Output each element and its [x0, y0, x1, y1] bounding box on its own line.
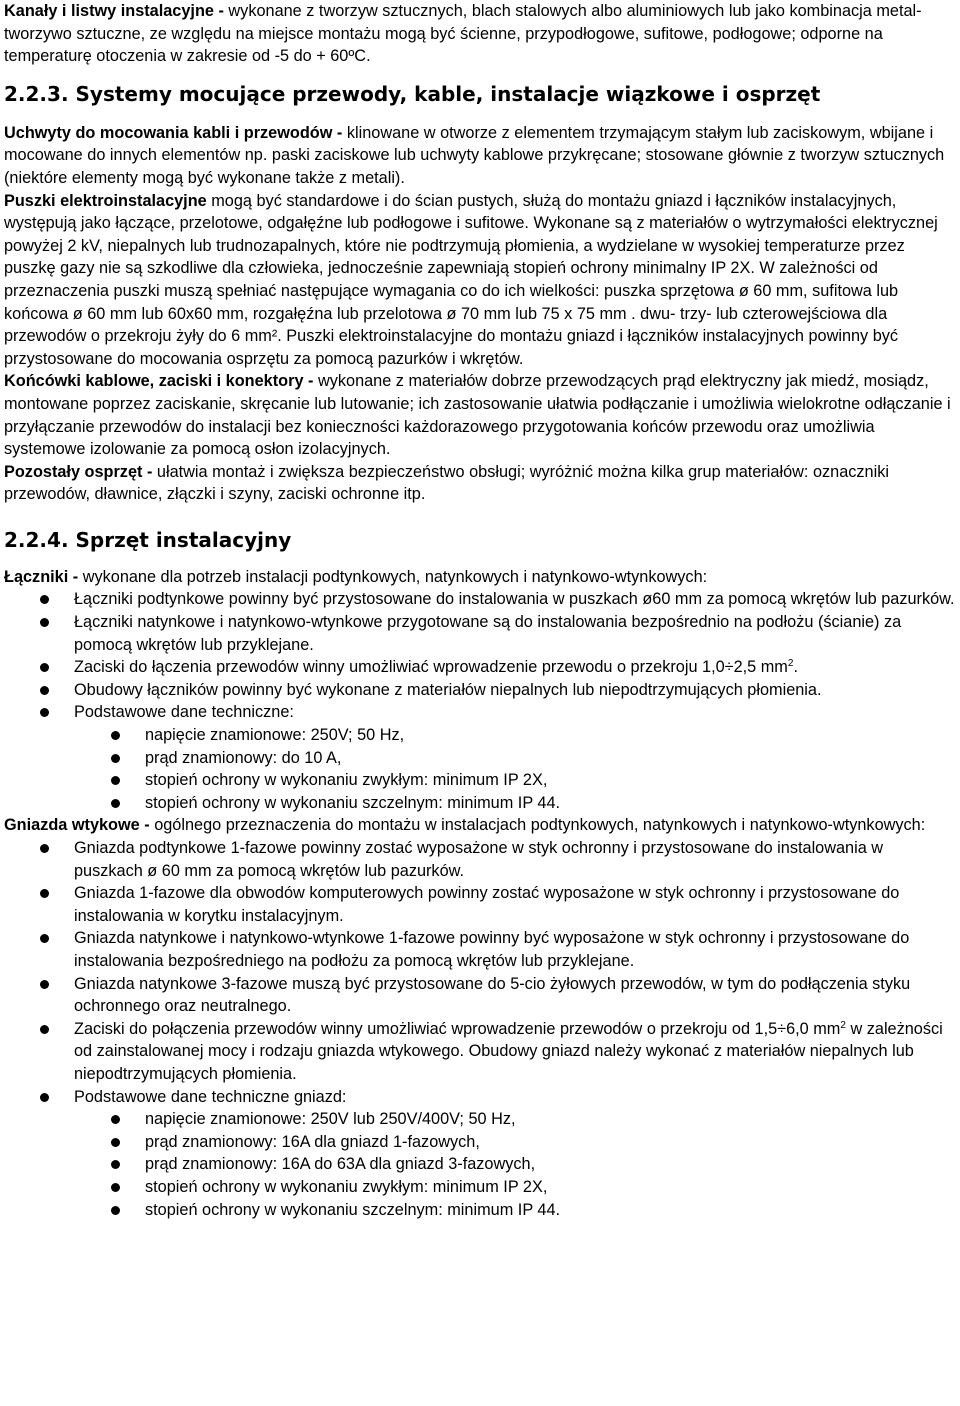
sub-list-item — [4, 792, 956, 815]
bullet-icon — [111, 1115, 120, 1124]
sub-list-item-text: prąd znamionowy: do 10 A, — [145, 748, 342, 767]
list-item-text: Gniazda podtynkowe 1-fazowe powinny zostać wyposażone w styk ochronny i przystosowane do instalowania w puszkach ø 60 mm za pomocą wkrętów lub pazurków. — [74, 839, 884, 880]
paragraph-text: mogą być standardowe i do ścian pustych, służą do montażu gniazd i łączników instalacyjnych, występują jako łączące, przelotowe, odgałęźne lub podłogowe i sufitowe. Wykonane są z materiałów o wytrzymałości elektrycznej powyżej 2 kV, niepalnych lub trudnozapalnych, które nie podtrzymują płomienia, a wydzielane w wysokiej temperaturze przez puszkę gazy nie są szkodliwe dla człowieka, jednocześnie zapewniają stopień ochrony minimalny IP 2X. W zależności od przeznaczenia puszki muszą spełniać następujące wymagania co do ich wielkości: puszka sprzętowa ø 60 mm, sufitowa lub końcowa ø 60 mm lub 60x60 mm, rozgałęźna lub przelotowa ø 70 mm lub 75 x 75 mm . dwu- trzy- lub czterowejściowa dla przewodów o przekroju żyły do 6 mm². Puszki elektroinstalacyjne do montażu gniazd i łączników instalacyjnych powinny być przystosowane do mocowania osprzętu za pomocą pazurków i wkrętów. — [4, 191, 938, 368]
paragraph-text: ogólnego przeznaczenia do montażu w instalacjach podtynkowych, natynkowych i natynkowo-wtynkowych: — [154, 816, 926, 835]
term-label: Gniazda wtykowe - — [4, 816, 155, 835]
bullet-icon — [111, 1160, 120, 1169]
list-item-text: Zaciski do połączenia przewodów winny umożliwiać wprowadzenie przewodów o przekroju od 1,5÷6,0 mm — [74, 1019, 841, 1038]
bullet-icon — [111, 776, 120, 785]
list-item-text: Łączniki podtynkowe powinny być przystosowane do instalowania w puszkach ø60 mm za pomocą wkrętów lub pazurków. — [74, 590, 955, 609]
bullet-icon — [111, 1183, 120, 1192]
bullet-icon — [111, 799, 120, 808]
bullet-icon — [111, 754, 120, 763]
paragraph-puszki — [4, 190, 956, 371]
sub-list-item — [4, 1199, 956, 1222]
superscript: 2 — [787, 658, 794, 670]
bullet-icon — [40, 1025, 49, 1034]
bullet-icon — [40, 595, 49, 604]
term-label: Końcówki kablowe, zaciski i konektory - — [4, 372, 318, 391]
bullet-icon — [40, 889, 49, 898]
list-item-text-tail: w zależności od zainstalowanej mocy i rodzaju gniazda wtykowego. Obudowy gniazd należy wykonać z materiałów niepalnych lub niepodtrzymujących płomienia. — [74, 1019, 943, 1083]
list-item-text: Zaciski do łączenia przewodów winny umożliwiać wprowadzenie przewodu o przekroju 1,0÷2,5 mm — [74, 658, 788, 677]
bullet-icon — [40, 844, 49, 853]
bullet-icon — [40, 618, 49, 627]
laczniki-tech-data-list — [4, 724, 956, 814]
bullet-icon — [40, 934, 49, 943]
list-item — [4, 882, 956, 927]
sub-list-item — [4, 747, 956, 770]
paragraph-kanaly — [4, 0, 956, 68]
gniazda-tech-data-list — [4, 1108, 956, 1221]
sub-list-item-text: stopień ochrony w wykonaniu zwykłym: minimum IP 2X, — [145, 771, 548, 790]
list-item — [4, 837, 956, 882]
paragraph-text: wykonane dla potrzeb instalacji podtynkowych, natynkowych i natynkowo-wtynkowych: — [82, 567, 708, 586]
list-item-text: Gniazda 1-fazowe dla obwodów komputerowych powinny zostać wyposażone w styk ochronny i przystosowane do instalowania w korytku instalacyjnym. — [74, 884, 900, 925]
list-item — [4, 588, 956, 611]
list-item — [4, 1086, 956, 1222]
sub-list-item — [4, 1153, 956, 1176]
sub-list-item-text: stopień ochrony w wykonaniu szczelnym: minimum IP 44. — [145, 793, 561, 812]
sub-list-item — [4, 1131, 956, 1154]
list-item-text: Obudowy łączników powinny być wykonane z materiałów niepalnych lub niepodtrzymujących płomienia. — [74, 680, 822, 699]
term-label: Uchwyty do mocowania kabli i przewodów - — [4, 123, 347, 142]
sub-list-item — [4, 1176, 956, 1199]
sub-list-item — [4, 769, 956, 792]
paragraph-laczniki — [4, 566, 956, 589]
section-heading-2-2-3: 2.2.3. Systemy mocujące przewody, kable, instalacje wiązkowe i osprzęt — [4, 81, 821, 106]
paragraph-uchwyty — [4, 122, 956, 190]
term-label: Łączniki - — [4, 567, 83, 586]
list-item-text: Łączniki natynkowe i natynkowo-wtynkowe przygotowane są do instalowania bezpośrednio na podłożu (ścianie) za pomocą wkrętów lub przyklejane. — [74, 613, 902, 654]
list-item — [4, 927, 956, 972]
paragraph-text: klinowane w otworze z elementem trzymającym stałym lub zaciskowym, wbijane i mocowane do innych elementów np. paski zaciskowe lub uchwyty kablowe przykręcane; stosowane głównie z tworzyw sztucznych (niektóre elementy mogą być wykonane także z metali). — [4, 123, 945, 187]
gniazda-list — [4, 837, 956, 1221]
bullet-icon — [40, 663, 49, 672]
list-item — [4, 611, 956, 656]
list-item — [4, 701, 956, 814]
laczniki-list — [4, 588, 956, 814]
bullet-icon — [111, 731, 120, 740]
list-item-text: Gniazda natynkowe 3-fazowe muszą być przystosowane do 5-cio żyłowych przewodów, w tym do podłączenia styku ochronnego oraz neutralnego. — [74, 974, 911, 1016]
paragraph-gniazda — [4, 814, 956, 837]
sub-list-item-text: prąd znamionowy: 16A do 63A dla gniazd 3-fazowych, — [145, 1155, 536, 1174]
list-item — [4, 679, 956, 702]
superscript: 2 — [840, 1019, 846, 1031]
list-item-text: Podstawowe dane techniczne gniazd: — [74, 1087, 347, 1106]
term-label: Pozostały osprzęt - — [4, 462, 157, 481]
sub-list-item-text: stopień ochrony w wykonaniu zwykłym: minimum IP 2X, — [145, 1177, 548, 1196]
bullet-icon — [40, 980, 49, 989]
term-label: Kanały i listwy instalacyjne - — [4, 2, 229, 20]
list-item — [4, 973, 956, 1018]
sub-list-item-text: stopień ochrony w wykonaniu szczelnym: minimum IP 44. — [145, 1200, 561, 1219]
section-heading-2-2-4: 2.2.4. Sprzęt instalacyjny — [4, 527, 292, 552]
sub-list-item-text: prąd znamionowy: 16A dla gniazd 1-fazowych, — [145, 1132, 480, 1151]
bullet-icon — [40, 1093, 49, 1102]
bullet-icon — [40, 686, 49, 695]
paragraph-text: wykonane z tworzyw sztucznych, blach stalowych albo aluminiowych lub jako kombinacja metal-tworzywo sztuczne, ze względu na miejsce montażu mogą być ścienne, przypodłogowe, sufitowe, podłogowe; odporne na temperaturę otoczenia w zakresie od -5 do + 60ºC. — [4, 2, 922, 66]
bullet-icon — [111, 1138, 120, 1147]
paragraph-koncowki — [4, 370, 956, 460]
sub-list-item-text: napięcie znamionowe: 250V lub 250V/400V; 50 Hz, — [145, 1110, 516, 1129]
term-label: Puszki elektroinstalacyjne — [4, 191, 207, 210]
bullet-icon — [111, 1206, 120, 1215]
paragraph-text: wykonane z materiałów dobrze przewodzących prąd elektryczny jak miedź, mosiądz, montowane poprzez zaciskanie, skręcanie lub lutowanie; ich zastosowanie ułatwia podłączanie i umożliwia wielokrotne odłączanie i przyłączanie przewodów do instalacji bez konieczności każdorazowego przygotowania końców przewodu oraz umożliwia systemowe izolowanie za pomocą osłon izolacyjnych. — [4, 372, 951, 459]
list-item — [4, 1018, 956, 1086]
sub-list-item — [4, 1108, 956, 1131]
list-item-text: Gniazda natynkowe i natynkowo-wtynkowe 1-fazowe powinny być wyposażone w styk ochronny i przystosowane do instalowania bezpośredniego na podłożu za pomocą wkrętów lub przyklejane. — [74, 929, 910, 970]
sub-list-item-text: napięcie znamionowe: 250V; 50 Hz, — [145, 726, 405, 745]
list-item-text-tail: . — [793, 658, 798, 677]
paragraph-text: ułatwia montaż i zwiększa bezpieczeństwo obsługi; wyróżnić można kilka grup materiałów: oznaczniki przewodów, dławnice, złączki i szyny, zaciski ochronne itp. — [4, 462, 889, 504]
paragraph-pozostaly — [4, 461, 956, 506]
sub-list-item — [4, 724, 956, 747]
list-item-text: Podstawowe dane techniczne: — [74, 703, 294, 722]
list-item — [4, 656, 956, 679]
